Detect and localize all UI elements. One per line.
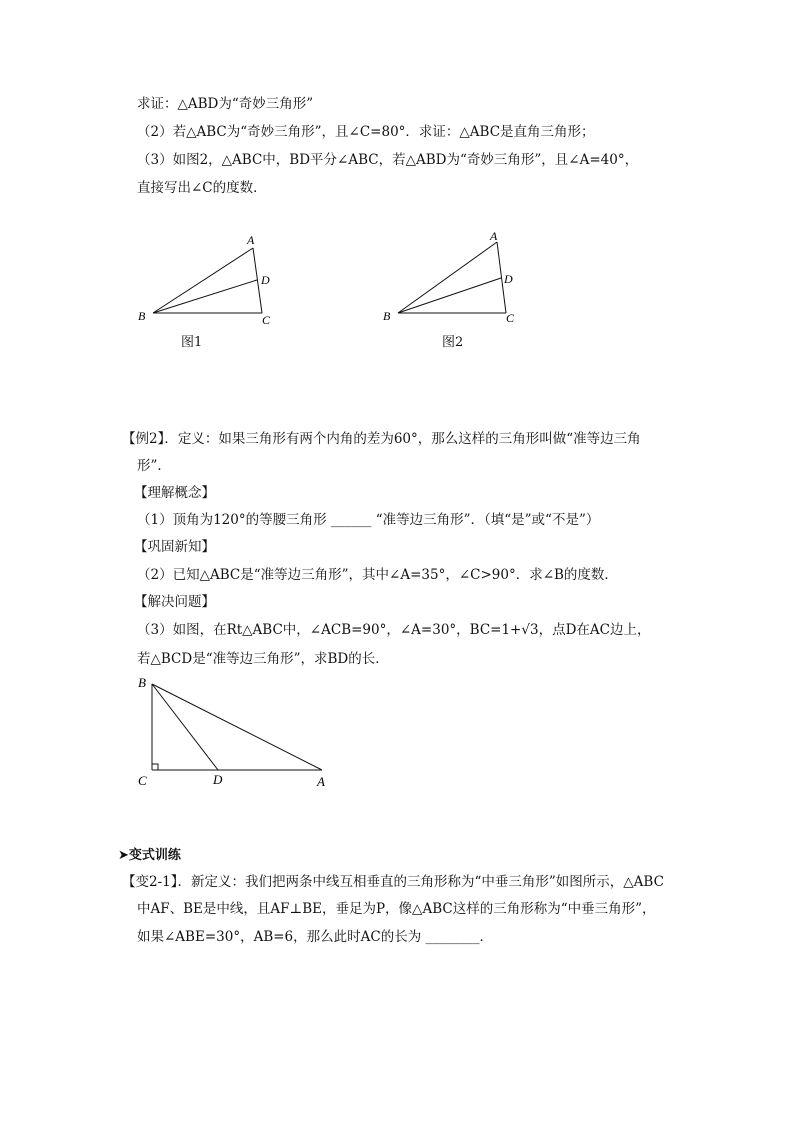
label-a: A <box>247 233 255 247</box>
right-angle-mark <box>152 764 158 770</box>
section-solve-problem: 【解决问题】 <box>134 594 215 610</box>
segment-bd <box>398 278 501 313</box>
figure-2-caption: 图2 <box>442 335 464 350</box>
segment-bd <box>153 280 257 313</box>
label-a: A <box>317 774 325 789</box>
question-part-2: （2）若△ABC为“奇妙三角形”，且∠C=80°．求证：△ABC是直角三角形； <box>137 124 595 140</box>
variant-2-1-question: 如果∠ABE=30°，AB=6，那么此时AC的长为 ________． <box>137 929 494 945</box>
label-a: A <box>490 229 498 243</box>
segment-ba <box>398 242 497 313</box>
example-2-part-2: （2）已知△ABC是“准等边三角形”，其中∠A=35°，∠C>90°．求∠B的度数． <box>137 567 618 583</box>
variant-2-1-definition: 【变2-1】．新定义：我们把两条中线互相垂直的三角形称为“中垂三角形”如图所示，△ABC <box>122 874 664 890</box>
example-2-part-3-cont: 若△BCD是“准等边三角形”，求BD的长． <box>137 651 389 667</box>
section-consolidate: 【巩固新知】 <box>134 539 215 555</box>
figure-2 <box>380 226 530 330</box>
variant-2-1-cont: 中AF、BE是中线，且AF⊥BE，垂足为P，像△ABC这样的三角形称为“中垂三角形”， <box>137 901 656 917</box>
segment-ba <box>153 248 253 313</box>
label-d: D <box>504 272 513 286</box>
section-understand-concept: 【理解概念】 <box>134 485 215 501</box>
segment-ba <box>152 684 322 770</box>
label-c: C <box>262 313 271 327</box>
example-2-definition: 【例2】．定义：如果三角形有两个内角的差为60°，那么这样的三角形叫做“准等边三角 <box>122 431 641 447</box>
figure-3 <box>132 668 342 797</box>
label-c: C <box>138 773 147 788</box>
example-2-definition-cont: 形”． <box>137 458 171 474</box>
figure-1-caption: 图1 <box>181 335 203 350</box>
segment-bd <box>152 684 218 770</box>
proof-statement: 求证：△ABD为“奇妙三角形” <box>137 96 314 112</box>
variant-training-heading: ➤变式训练 <box>118 848 181 863</box>
question-part-3: （3）如图2，△ABC中，BD平分∠ABC，若△ABD为“奇妙三角形”，且∠A=40°， <box>137 152 639 168</box>
label-b: B <box>383 309 391 323</box>
label-b: B <box>138 309 146 323</box>
figure-1 <box>136 228 286 332</box>
label-b: B <box>138 675 146 690</box>
question-part-3-cont: 直接写出∠C的度数． <box>137 180 267 196</box>
label-d: D <box>261 273 270 287</box>
label-c: C <box>506 311 515 325</box>
example-2-part-3: （3）如图，在Rt△ABC中，∠ACB=90°，∠A=30°，BC=1+√3，点D在AC边上， <box>137 622 651 638</box>
label-d: D <box>213 772 223 787</box>
example-2-part-1: （1）顶角为120°的等腰三角形 ______ “准等边三角形”．（填“是”或“不是”） <box>137 512 600 528</box>
